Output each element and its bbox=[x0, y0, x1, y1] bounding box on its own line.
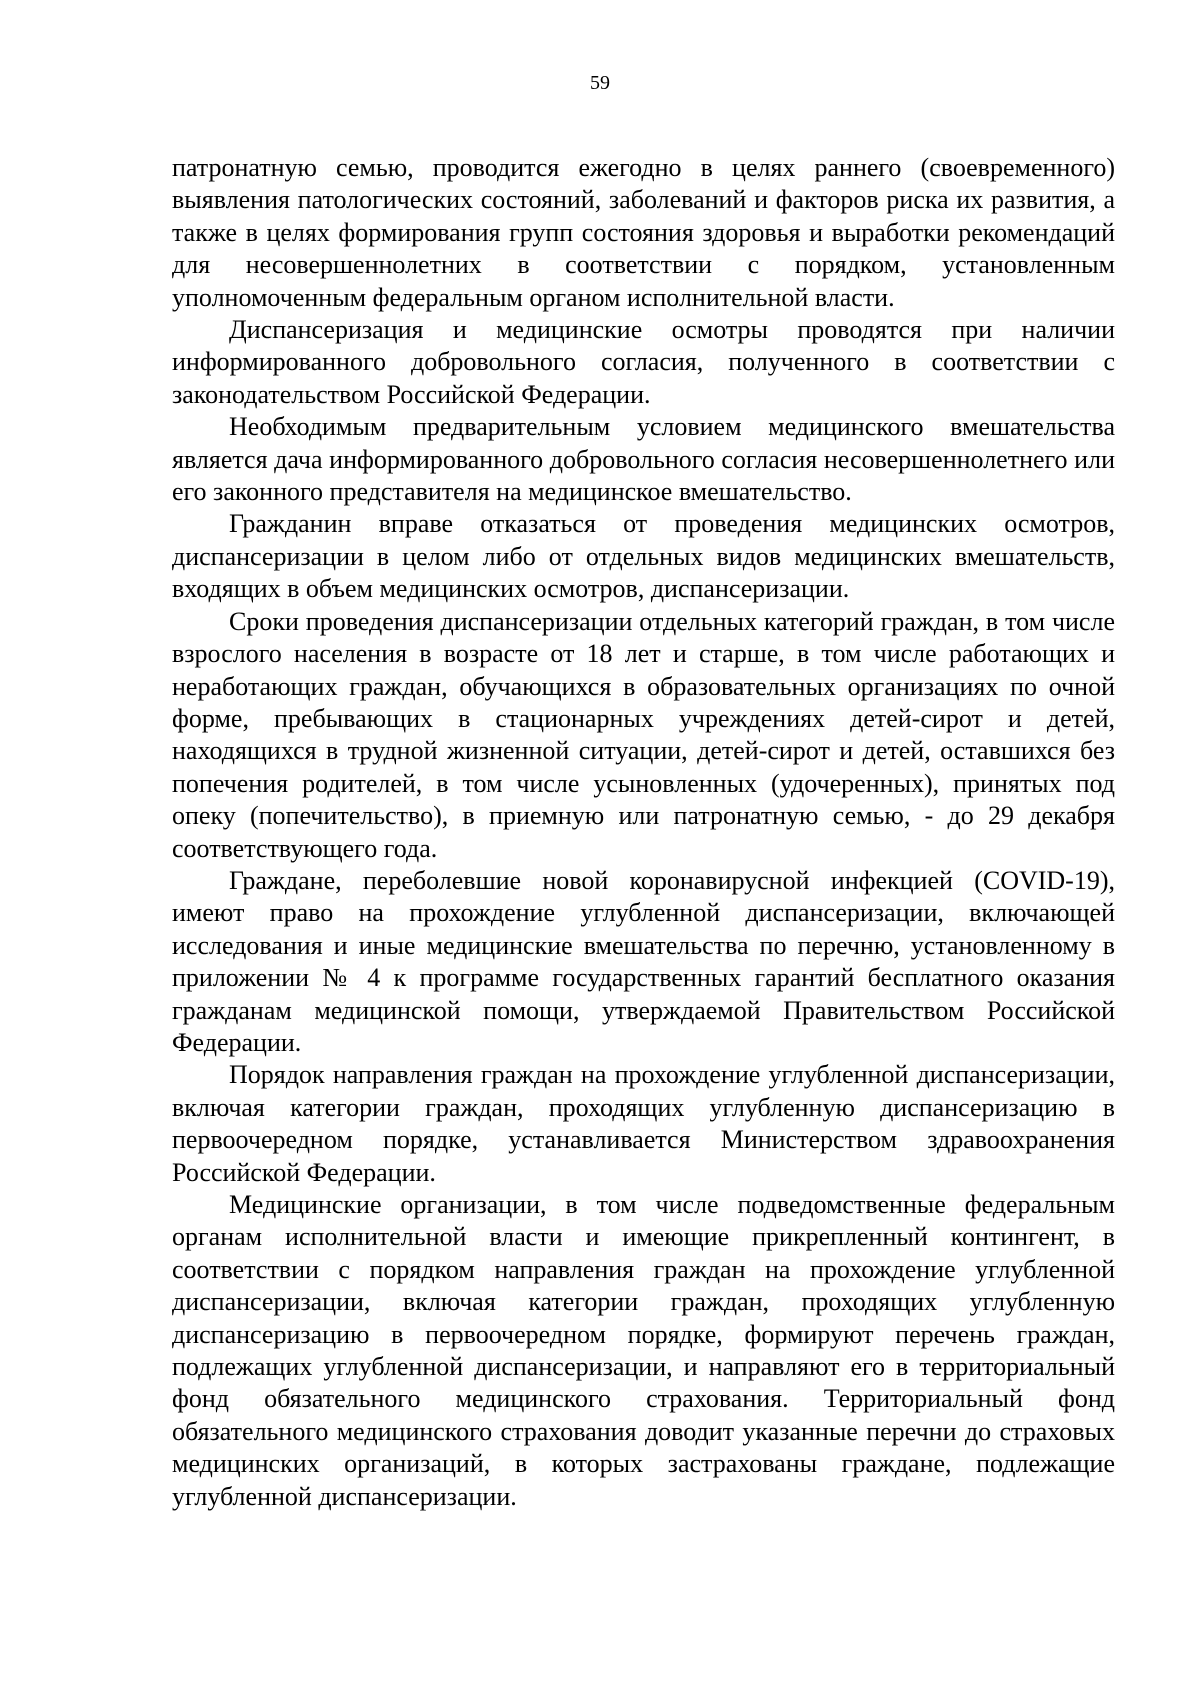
paragraph: Необходимым предварительным условием медицинского вмешательства является дача информированного добровольного согласия несовершеннолетнего или его законного представителя на медицинское вмешательство. bbox=[172, 412, 1115, 507]
paragraph: Медицинские организации, в том числе подведомственные федеральным органам исполнительной власти и имеющие прикрепленный контингент, в соответствии с порядком направления граждан на прохождение углубленной диспансеризации, включая категории граждан, проходящих углубленную диспансеризацию в первоочередном порядке, формируют перечень граждан, подлежащих углубленной диспансеризации, и направляют его в территориальный фонд обязательного медицинского страхования. Территориальный фонд обязательного медицинского страхования доводит указанные перечни до страховых медицинских организаций, в которых застрахованы граждане, подлежащие углубленной диспансеризации. bbox=[172, 1190, 1115, 1511]
paragraph: Гражданин вправе отказаться от проведения медицинских осмотров, диспансеризации в целом либо от отдельных видов медицинских вмешательств, входящих в объем медицинских осмотров, диспансеризации. bbox=[172, 509, 1115, 604]
document-body bbox=[172, 152, 1115, 1513]
paragraph: Диспансеризация и медицинские осмотры проводятся при наличии информированного добровольного согласия, полученного в соответствии с законодательством Российской Федерации. bbox=[172, 315, 1115, 409]
page-number: 59 bbox=[590, 72, 610, 94]
paragraph: Порядок направления граждан на прохождение углубленной диспансеризации, включая категории граждан, проходящих углубленную диспансеризацию в первоочередном порядке, устанавливается Министерством здравоохранения Российской Федерации. bbox=[172, 1060, 1115, 1187]
paragraph-continuation: патронатную семью, проводится ежегодно в целях раннего (своевременного) выявления патологических состояний, заболеваний и факторов риска их развития, а также в целях формирования групп состояния здоровья и выработки рекомендаций для несовершеннолетних в соответствии с порядком, установленным уполномоченным федеральным органом исполнительной власти. bbox=[172, 153, 1115, 312]
paragraph: Сроки проведения диспансеризации отдельных категорий граждан, в том числе взрослого населения в возрасте от 18 лет и старше, в том числе работающих и неработающих граждан, обучающихся в образовательных организациях по очной форме, пребывающих в стационарных учреждениях детей-сирот и детей, находящихся в трудной жизненной ситуации, детей-сирот и детей, оставшихся без попечения родителей, в том числе усыновленных (удочеренных), принятых под опеку (попечительство), в приемную или патронатную семью, - до 29 декабря соответствующего года. bbox=[172, 606, 1115, 863]
paragraph: Граждане, переболевшие новой коронавирусной инфекцией (COVID-19), имеют право на прохождение углубленной диспансеризации, включающей исследования и иные медицинские вмешательства по перечню, установленному в приложении № 4 к программе государственных гарантий бесплатного оказания гражданам медицинской помощи, утверждаемой Правительством Российской Федерации. bbox=[172, 865, 1115, 1057]
